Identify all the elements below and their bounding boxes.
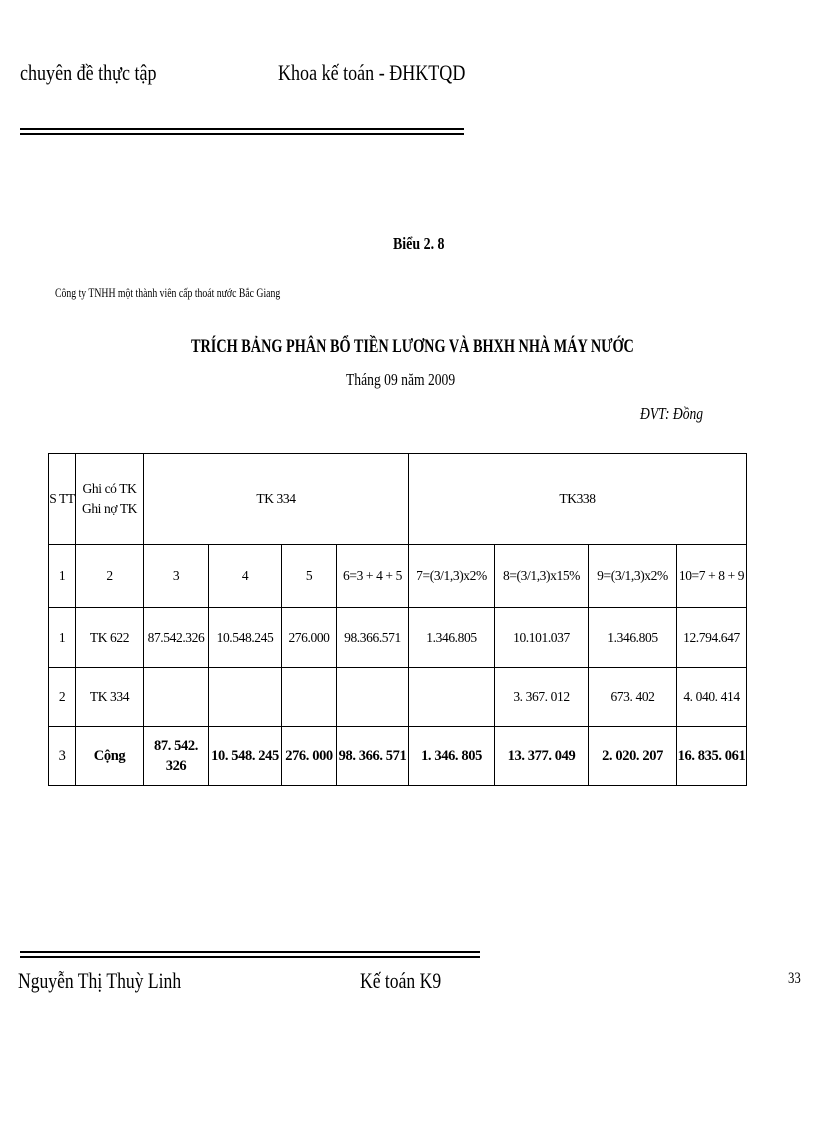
cell: TK 334 [76,668,144,727]
document-month: Tháng 09 năm 2009 [346,370,456,389]
cell: 12.794.647 [677,608,747,668]
footer-rule-bottom [20,956,480,958]
cell: 10.101.037 [495,608,589,668]
col-number: 10=7 + 8 + 9 [677,545,747,608]
col-number: 8=(3/1,3)x15% [495,545,589,608]
cell [409,668,495,727]
col-number: 6=3 + 4 + 5 [337,545,409,608]
table-header-row [49,454,747,545]
cell: 87.542.326 [144,608,209,668]
cell: 87. 542. 326 [144,727,209,786]
currency-unit: ĐVT: Đồng [640,404,704,423]
cell: 1.346.805 [589,608,677,668]
cell [337,668,409,727]
header-group-tk338: TK338 [409,454,747,545]
cell: 3 [49,727,76,786]
cell: 3. 367. 012 [495,668,589,727]
cell: 10.548.245 [209,608,282,668]
cell: 1. 346. 805 [409,727,495,786]
header-stt: S TT [49,454,76,545]
col-number: 9=(3/1,3)x2% [589,545,677,608]
author-name: Nguyễn Thị Thuỳ Linh [18,968,182,993]
cell: 276.000 [282,608,337,668]
col-number: 2 [76,545,144,608]
cell: 673. 402 [589,668,677,727]
cell: 1.346.805 [409,608,495,668]
col-number: 4 [209,545,282,608]
author-class: Kế toán K9 [360,968,442,993]
header-rule-top [20,128,464,130]
col-number: 7=(3/1,3)x2% [409,545,495,608]
cell: 2 [49,668,76,727]
column-number-row [49,545,747,608]
cell: 4. 040. 414 [677,668,747,727]
table-row [49,608,747,668]
total-label: Cộng [76,727,144,786]
allocation-table [48,453,747,786]
total-row [49,727,747,786]
cell: TK 622 [76,608,144,668]
cell [209,668,282,727]
header-rule-bottom [20,133,464,135]
col-number: 5 [282,545,337,608]
header-account: Ghi có TK Ghi nợ TK [76,454,144,545]
document-title: TRÍCH BẢNG PHÂN BỔ TIỀN LƯƠNG VÀ BHXH NHÀ MÁY NƯỚC [191,336,634,357]
col-number: 3 [144,545,209,608]
header-left-text: chuyên đề thực tập [20,60,157,85]
cell: 13. 377. 049 [495,727,589,786]
header-group-tk334: TK 334 [144,454,409,545]
cell: 10. 548. 245 [209,727,282,786]
col-number: 1 [49,545,76,608]
header-right-text: Khoa kế toán - ĐHKTQD [278,60,466,85]
cell: 276. 000 [282,727,337,786]
cell [282,668,337,727]
cell: 16. 835. 061 [677,727,747,786]
company-name: Công ty TNHH một thành viên cấp thoát nước Bắc Giang [55,285,281,300]
cell: 98. 366. 571 [337,727,409,786]
table-row [49,668,747,727]
page-number: 33 [788,970,801,987]
footer-rule-top [20,951,480,953]
document-label: Biểu 2. 8 [393,234,445,253]
cell: 1 [49,608,76,668]
cell: 2. 020. 207 [589,727,677,786]
cell: 98.366.571 [337,608,409,668]
cell [144,668,209,727]
